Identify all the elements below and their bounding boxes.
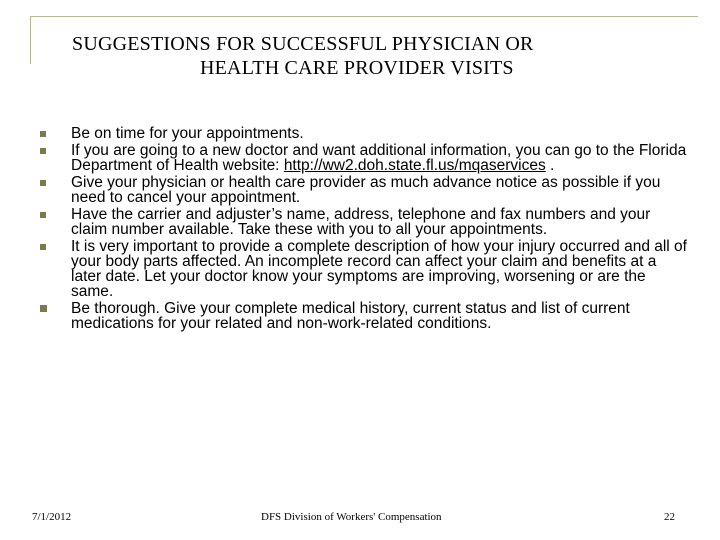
bullet-list (40, 126, 690, 333)
title-frame-left-line (30, 16, 31, 64)
footer-page-number: 22 (664, 511, 675, 523)
slide-title-line-1: SUGGESTIONS FOR SUCCESSFUL PHYSICIAN OR (72, 33, 534, 55)
bullet-text: If you are going to a new doctor and want additional information, you can go to the Florida Department of Health website: (71, 142, 687, 174)
footer-organization: DFS Division of Workers' Compensation (261, 511, 442, 523)
square-bullet-icon (40, 212, 46, 218)
bullet-text: Be on time for your appointments. (71, 125, 304, 142)
bullet-item (40, 126, 690, 141)
bullet-text: Be thorough. Give your complete medical history, current status and list of current medications for your related and non-work-related conditions. (71, 300, 630, 332)
bullet-text: It is very important to provide a complete description of how your injury occurred and all of your body parts affected. An incomplete record can affect your claim and benefits at a later date. Let your doctor know your symptoms are improving, worsening or are the same. (71, 238, 687, 300)
square-bullet-icon (40, 148, 46, 154)
title-frame-top-line (30, 16, 698, 17)
bullet-text-suffix: . (545, 157, 555, 174)
slide-title-line-2: HEALTH CARE PROVIDER VISITS (200, 57, 514, 79)
bullet-text: Give your physician or health care provider as much advance notice as possible if you need to cancel your appointment. (71, 174, 661, 206)
bullet-item (40, 207, 690, 237)
bullet-item (40, 175, 690, 205)
square-bullet-icon (40, 180, 46, 186)
footer-date: 7/1/2012 (32, 511, 72, 523)
health-website-link[interactable]: http://ww2.doh.state.fl.us/mqaservices (283, 157, 546, 174)
square-bullet-icon (40, 305, 47, 312)
square-bullet-icon (40, 244, 46, 250)
bullet-item (40, 143, 690, 173)
bullet-text: Have the carrier and adjuster’s name, address, telephone and fax numbers and your claim number available. Take these with you to all your appointments. (71, 206, 651, 238)
bullet-item (40, 239, 690, 299)
bullet-item (40, 301, 690, 331)
square-bullet-icon (40, 131, 46, 137)
